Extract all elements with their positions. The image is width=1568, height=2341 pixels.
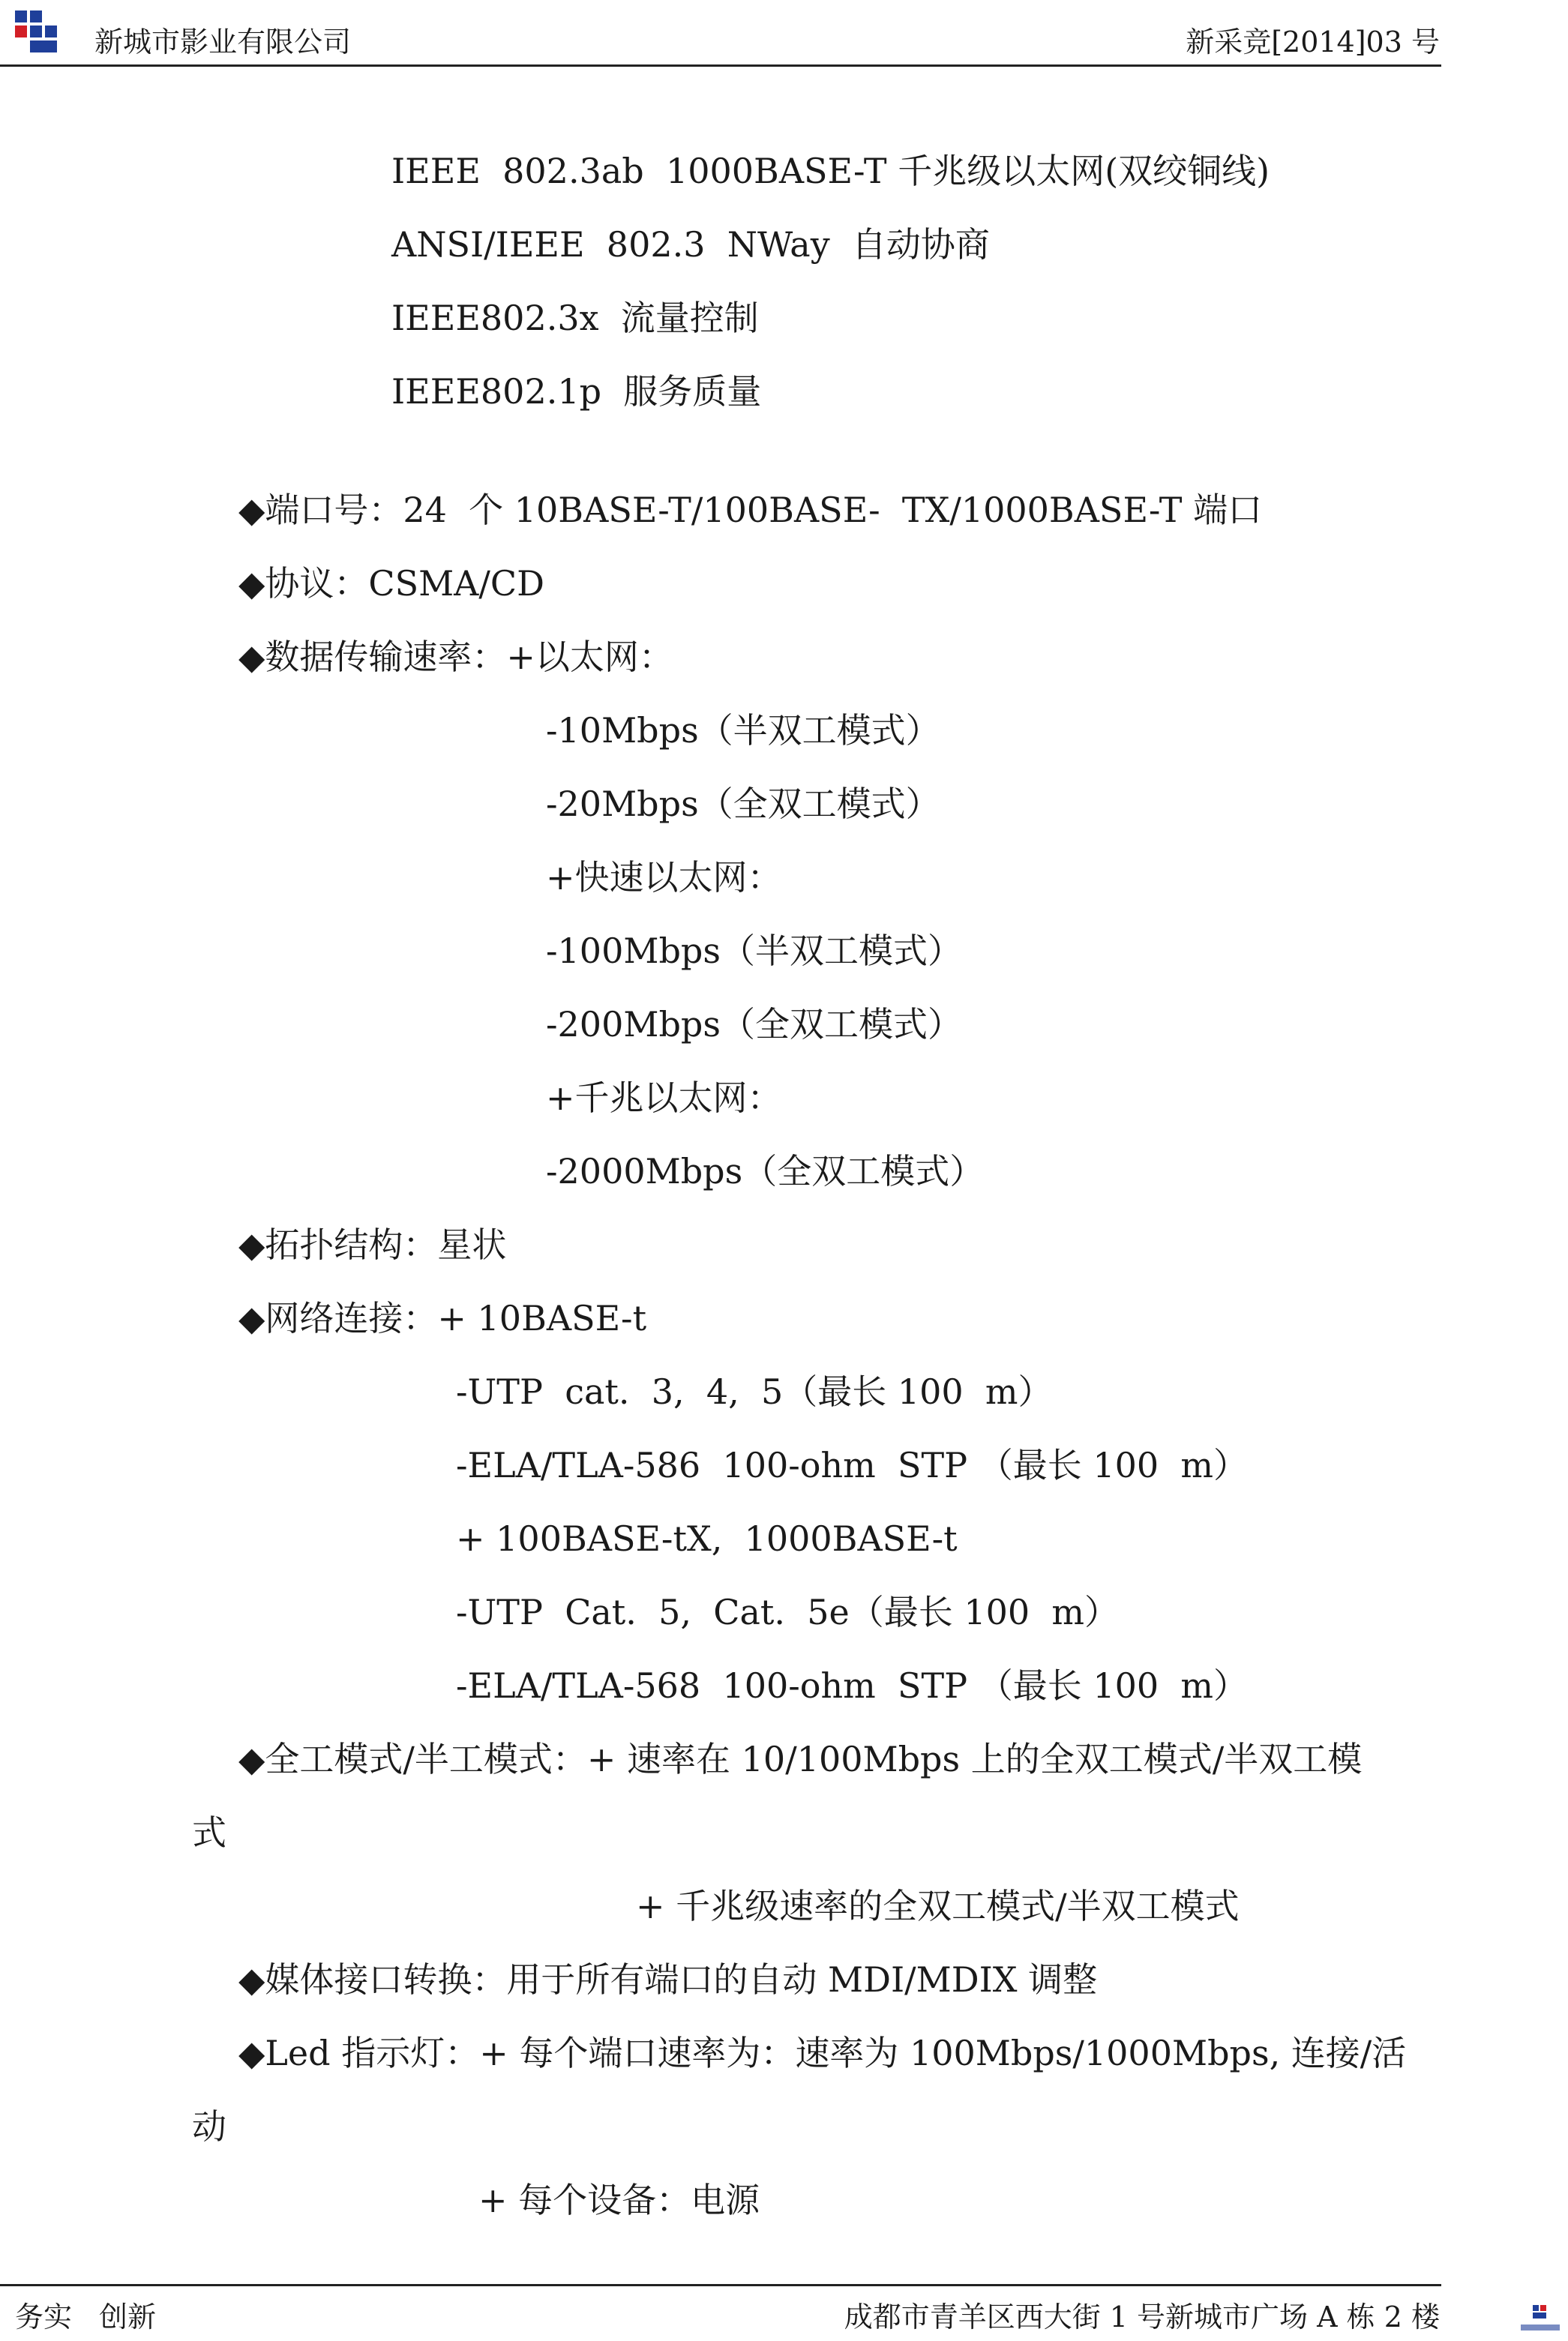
led-line-wrap: 动: [192, 2106, 226, 2147]
standard-line: IEEE802.1p 服务质量: [391, 371, 762, 412]
rate-line: -20Mbps（全双工模式）: [546, 784, 940, 824]
protocol-line: ◆协议：CSMA/CD: [238, 563, 544, 604]
footer-divider: [0, 2284, 1441, 2286]
led-line: ◆Led 指示灯：+ 每个端口速率为：速率为 100Mbps/1000Mbps, 连接/活: [238, 2033, 1407, 2073]
rate-line: -100Mbps（半双工模式）: [546, 931, 962, 971]
media-line: ◆媒体接口转换：用于所有端口的自动 MDI/MDIX 调整: [238, 1959, 1098, 2000]
standard-line: IEEE 802.3ab 1000BASE-T 千兆级以太网(双绞铜线): [391, 151, 1270, 191]
header-divider: [0, 64, 1441, 67]
watermark-logo-icon: [1518, 2302, 1563, 2338]
network-line: -ELA/TLA-586 100-ohm STP （最长 100 m）: [456, 1445, 1249, 1485]
footer-slogan: [15, 2301, 156, 2334]
network-title: ◆网络连接：+ 10BASE-t: [238, 1298, 647, 1338]
page-header: [0, 0, 1568, 69]
topology-line: ◆拓扑结构：星状: [238, 1224, 507, 1265]
standard-line: ANSI/IEEE 802.3 NWay 自动协商: [391, 224, 990, 265]
network-line: + 100BASE-tX, 1000BASE-t: [456, 1518, 958, 1559]
rate-line: +快速以太网：: [546, 857, 782, 898]
led-device-line: + 每个设备：电源: [478, 2180, 760, 2220]
rate-title: ◆数据传输速率：+以太网：: [238, 637, 673, 677]
network-line: -UTP Cat. 5, Cat. 5e（最长 100 m）: [456, 1592, 1120, 1632]
duplex-line: ◆全工模式/半工模式：+ 速率在 10/100Mbps 上的全双工模式/半双工模: [238, 1739, 1363, 1779]
document-number: 新采竞[2014]03 号: [1186, 25, 1440, 58]
company-name: 新城市影业有限公司: [94, 25, 352, 58]
network-line: -UTP cat. 3, 4, 5（最长 100 m）: [456, 1371, 1053, 1412]
network-line: -ELA/TLA-568 100-ohm STP （最长 100 m）: [456, 1665, 1249, 1706]
company-logo-icon: [10, 7, 67, 55]
rate-line: -200Mbps（全双工模式）: [546, 1004, 962, 1045]
rate-line: -10Mbps（半双工模式）: [546, 710, 940, 751]
duplex-line-wrap: 式: [192, 1812, 226, 1853]
slogan-word: 务实: [15, 2301, 73, 2334]
footer-address: 成都市青羊区西大街 1 号新城市广场 A 栋 2 楼: [844, 2301, 1440, 2334]
rate-line: -2000Mbps（全双工模式）: [546, 1151, 985, 1191]
slogan-word: 创新: [99, 2301, 157, 2334]
ports-line: ◆端口号：24 个 10BASE-T/100BASE- TX/1000BASE-T 端口: [238, 490, 1263, 530]
duplex-line-gigabit: + 千兆级速率的全双工模式/半双工模式: [636, 1886, 1240, 1926]
rate-line: +千兆以太网：: [546, 1078, 782, 1118]
standard-line: IEEE802.3x 流量控制: [391, 298, 759, 338]
